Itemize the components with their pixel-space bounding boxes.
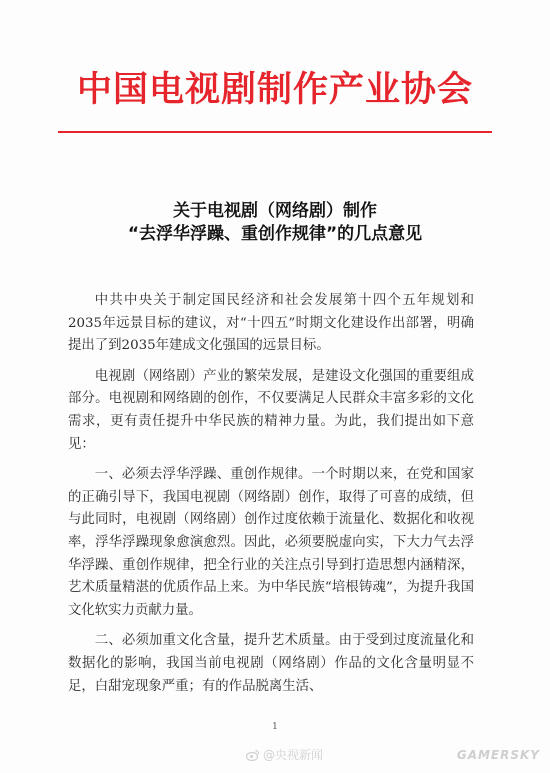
- weibo-icon: [246, 749, 260, 761]
- document-title-line-1: 关于电视剧（网络剧）制作: [173, 201, 377, 221]
- document-title-line-2: “去浮华浮躁、重创作规律”的几点意见: [127, 224, 423, 244]
- paragraph-4: 二、必须加重文化含量，提升艺术质量。由于受到过度流量化和数据化的影响，我国当前电视剧（网络剧）作品的文化含量明显不足，白甜宠现象严重；有的作品脱离生活、: [68, 633, 474, 694]
- page-number: 1: [272, 722, 278, 732]
- paragraph-2: 电视剧（网络剧）产业的繁荣发展，是建设文化强国的重要组成部分。电视剧和网络剧的创作，不仅要满足人民群众丰富多彩的文化需求，更有责任提升中华民族的精神力量。为此，我们提出如下意见：: [68, 368, 474, 452]
- brand-watermark: GAMERSKY: [456, 748, 540, 762]
- letterhead-rule: [58, 131, 492, 133]
- document-body: [68, 290, 474, 706]
- weibo-label: @央视新闻: [263, 748, 324, 762]
- paragraph-1: 中共中央关于制定国民经济和社会发展第十四个五年规划和2035年远景目标的建议，对“十四五”时期文化建设作出部署，明确提出了到2035年建成文化强国的远景目标。: [68, 293, 474, 354]
- letterhead-title: 中国电视剧制作产业协会: [76, 70, 473, 110]
- weibo-watermark: [246, 746, 323, 763]
- paragraph-3: 一、必须去浮华浮躁、重创作规律。一个时期以来，在党和国家的正确引导下，我国电视剧（网络剧）创作，取得了可喜的成绩，但与此同时，电视剧（网络剧）创作过度依赖于流量化、数据化和收视率，浮华浮躁现象愈演愈烈。因此，必须要脱虚向实，下大力气去浮华浮躁、重创作规律，把全行业的关注点引导到打造思想内涵精深，艺术质量精湛的优质作品上来。为中华民族“培根铸魂”，为提升我国文化软实力贡献力量。: [68, 467, 474, 618]
